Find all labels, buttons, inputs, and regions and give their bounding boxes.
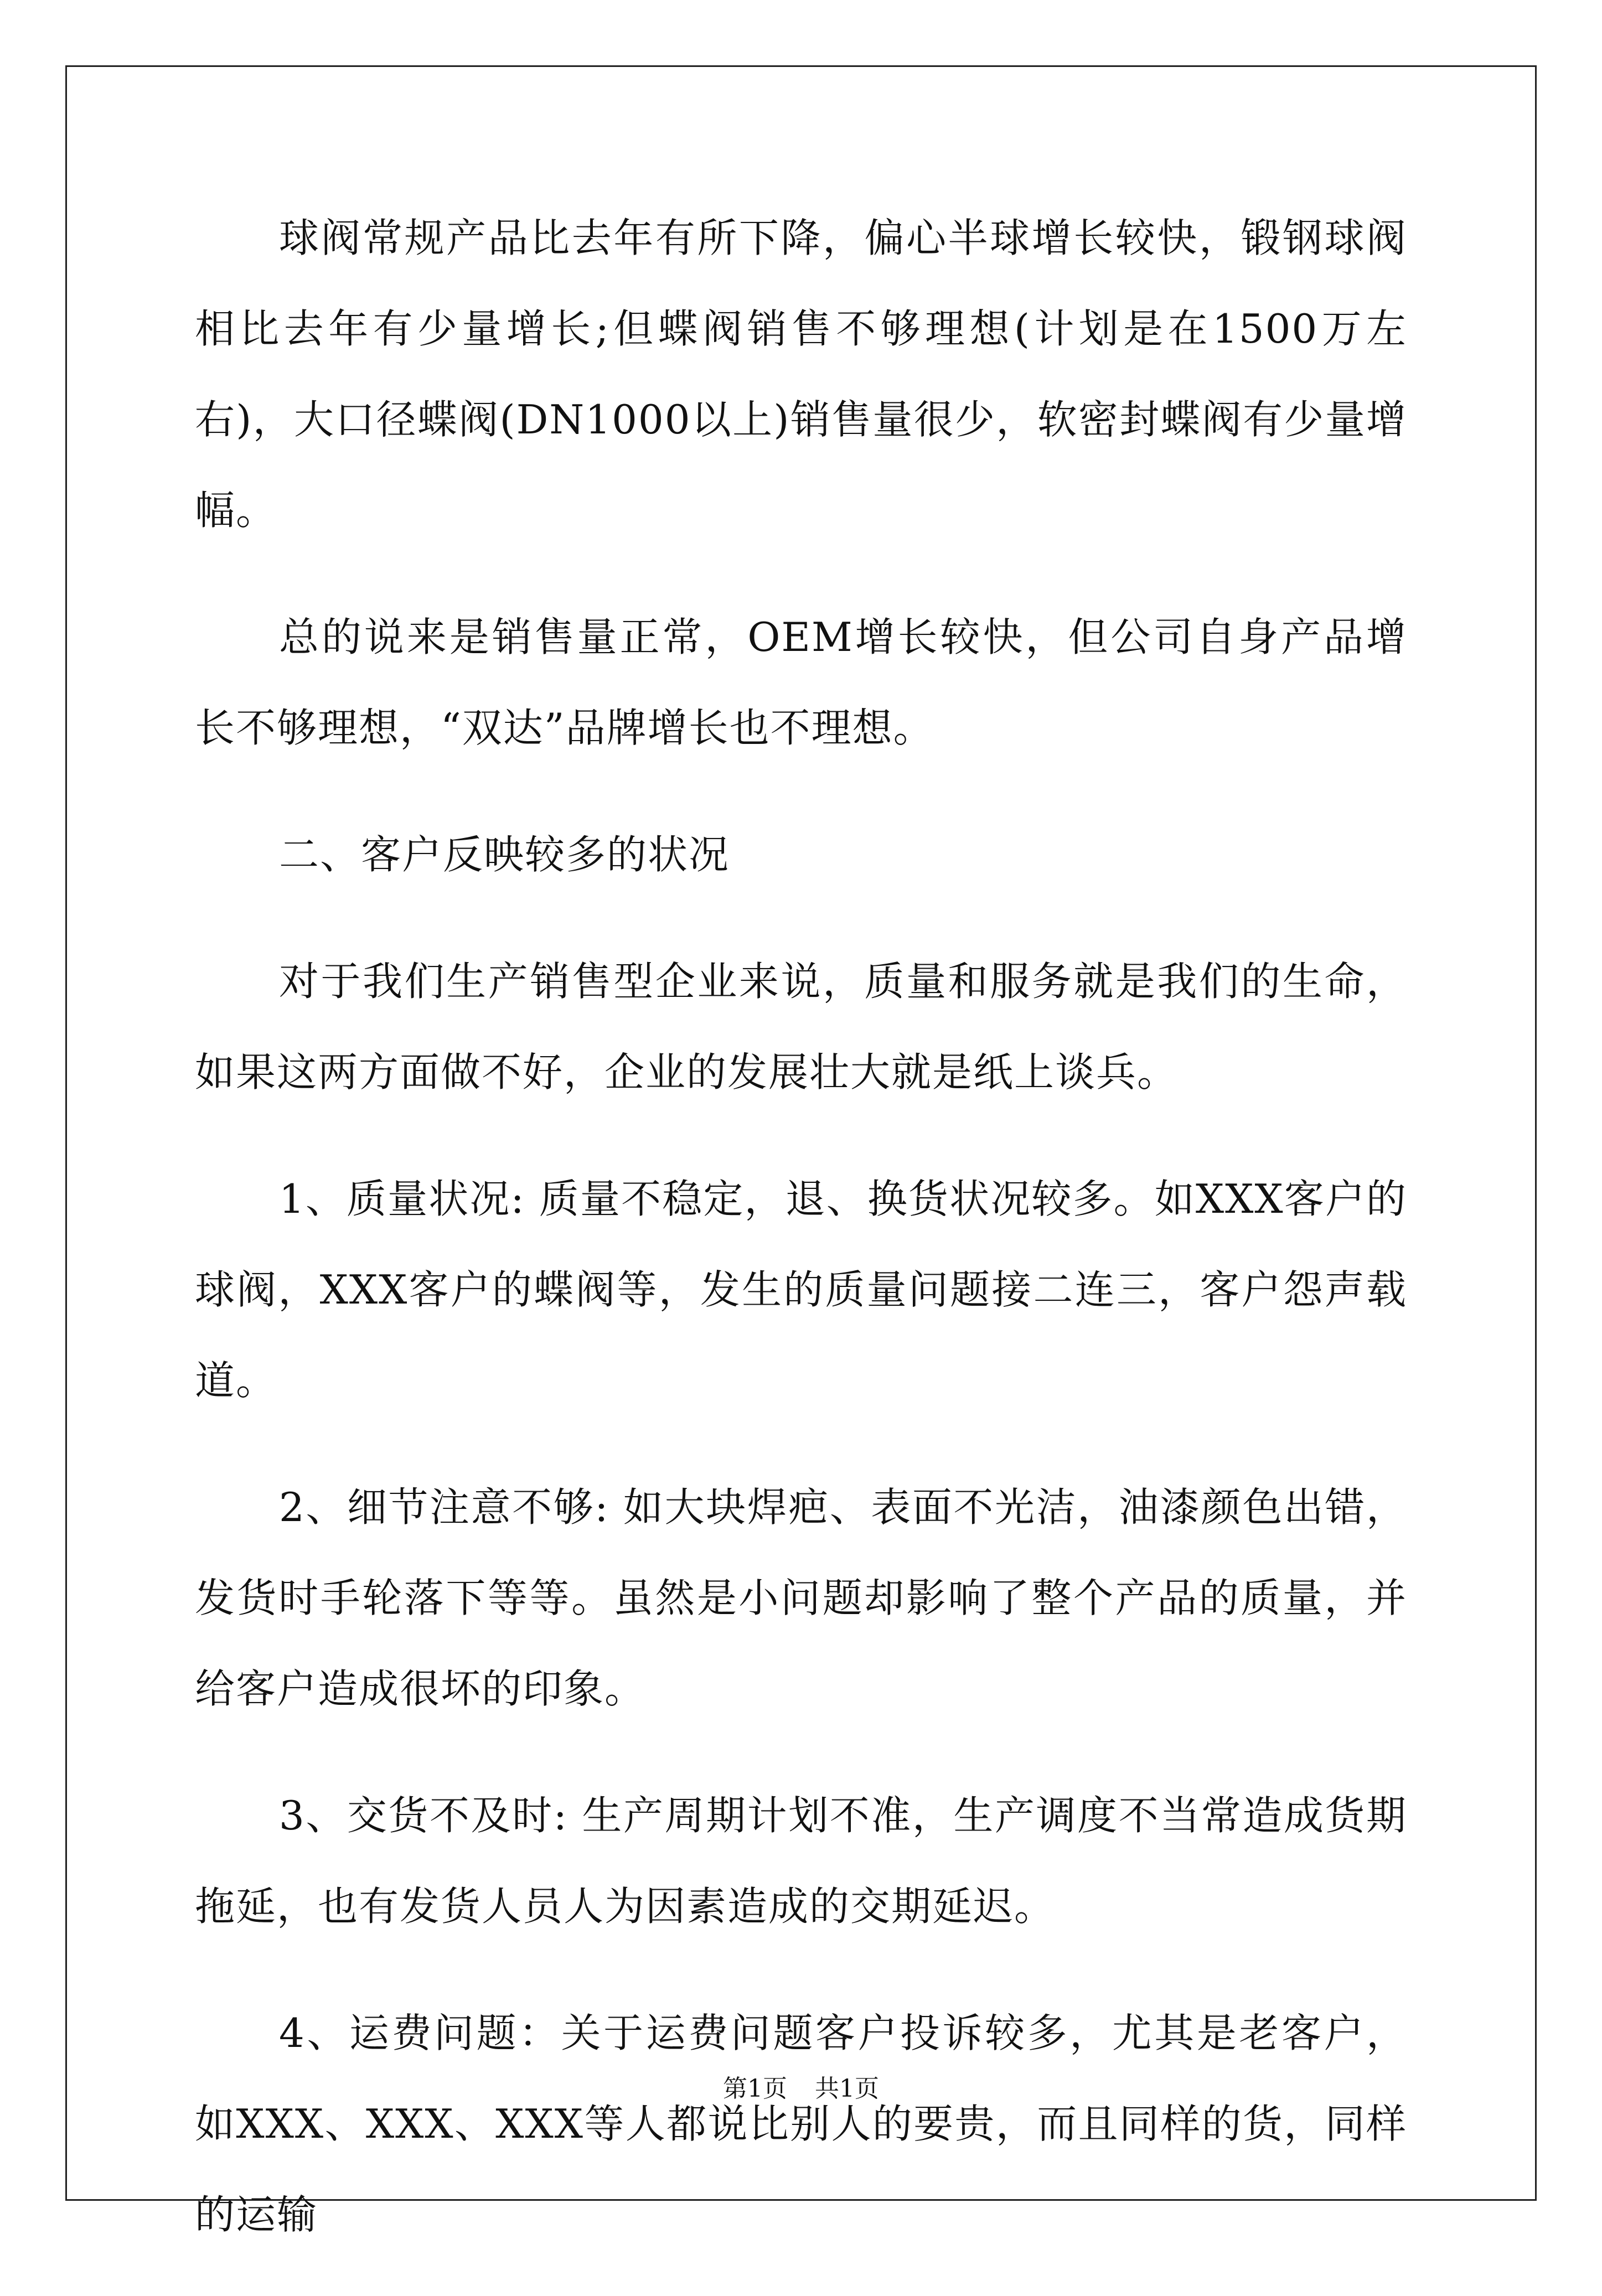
paragraph-valve-sales: 球阀常规产品比去年有所下降，偏心半球增长较快，锻钢球阀相比去年有少量增长;但蝶阀销售不够理想(计划是在1500万左右)，大口径蝶阀(DN1000以上)销售量很少，软密封蝶阀有少量增幅。 xyxy=(195,215,1407,534)
list-item-quality-issues: 1、质量状况: 质量不稳定，退、换货状况较多。如XXX客户的球阀，XXX客户的蝶阀等，发生的质量问题接二连三，客户怨声载道。 xyxy=(195,1176,1407,1404)
page-number: 第1页 xyxy=(723,2075,787,2103)
list-item-detail-issues: 2、细节注意不够: 如大块焊疤、表面不光洁，油漆颜色出错，发货时手轮落下等等。虽然是小问题却影响了整个产品的质量，并给客户造成很坏的印象。 xyxy=(195,1484,1407,1712)
paragraph-sales-summary: 总的说来是销售量正常，OEM增长较快，但公司自身产品增长不够理想，“双达”品牌增长也不理想。 xyxy=(195,614,1407,751)
page-footer xyxy=(0,2072,1602,2106)
page-total: 共1页 xyxy=(815,2075,879,2103)
document-body xyxy=(195,193,1407,2296)
section-heading-customer-feedback: 二、客户反映较多的状况 xyxy=(279,831,730,878)
list-item-delivery-issues: 3、交货不及时: 生产周期计划不准，生产调度不当常造成货期拖延，也有发货人员人为因素造成的交期延迟。 xyxy=(195,1792,1407,1930)
list-item-freight-issues: 4、运费问题：关于运费问题客户投诉较多，尤其是老客户，如XXX、XXX、XXX等人都说比别人的要贵，而且同样的货，同样的运输 xyxy=(195,2010,1407,2238)
paragraph-quality-service-intro: 对于我们生产销售型企业来说，质量和服务就是我们的生命，如果这两方面做不好，企业的发展壮大就是纸上谈兵。 xyxy=(195,958,1407,1095)
